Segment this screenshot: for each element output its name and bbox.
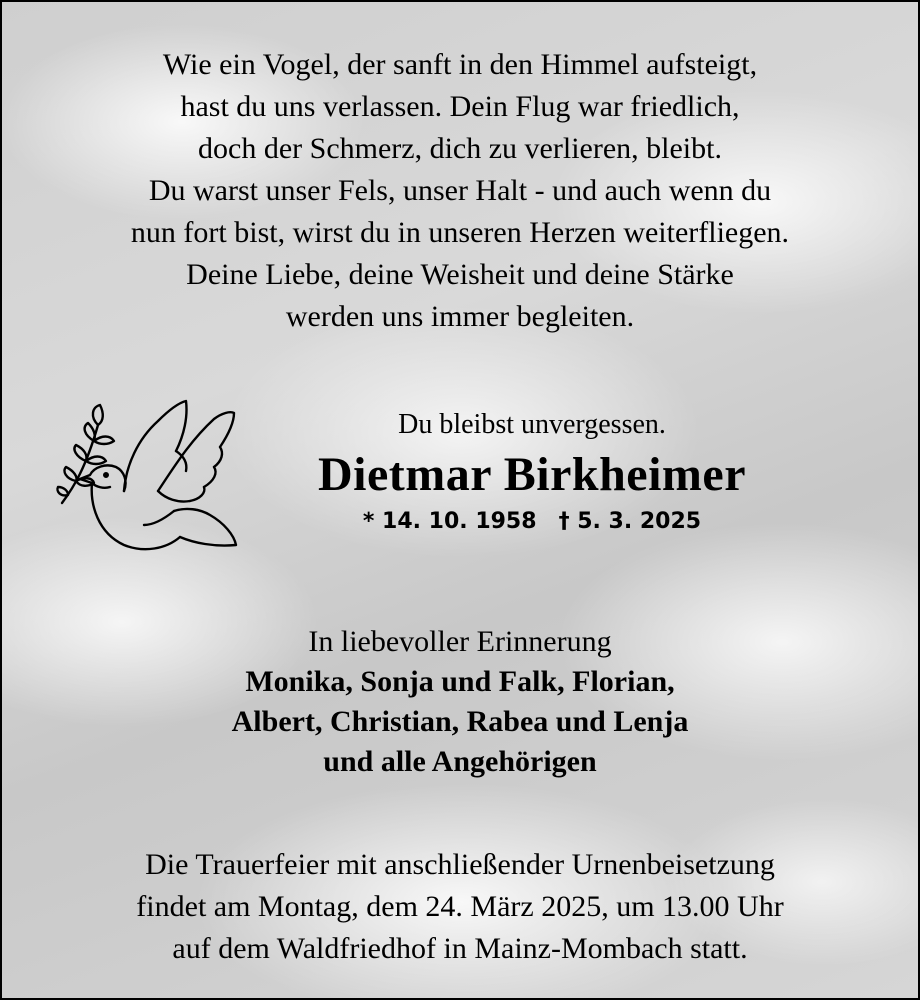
poem-line: Deine Liebe, deine Weisheit und deine Stärke (186, 258, 734, 291)
deceased-name: Dietmar Birkheimer (318, 448, 746, 501)
family-block (2, 622, 918, 782)
poem-line: doch der Schmerz, dich zu verlieren, bleibt. (198, 132, 722, 165)
deceased-header (262, 407, 802, 537)
poem-line: nun fort bist, wirst du in unseren Herzen weiterfliegen. (130, 216, 790, 249)
family-intro: In liebevoller Erinnerung (308, 625, 612, 658)
poem (2, 44, 918, 338)
family-line: Albert, Christian, Rabea und Lenja (231, 705, 689, 738)
family-line: Monika, Sonja und Falk, Florian, (245, 665, 675, 698)
poem-line: Wie ein Vogel, der sanft in den Himmel aufsteigt, (162, 48, 758, 81)
service-line: findet am Montag, dem 24. März 2025, um 13.00 Uhr (136, 890, 784, 923)
service-info (2, 844, 918, 970)
life-dates (262, 507, 802, 537)
poem-line: Du warst unser Fels, unser Halt - und auch wenn du (148, 174, 772, 207)
service-line: auf dem Waldfriedhof in Mainz-Mombach statt. (172, 932, 748, 965)
death-date: † 5. 3. 2025 (558, 509, 702, 534)
poem-line: werden uns immer begleiten. (285, 300, 635, 333)
service-line: Die Trauerfeier mit anschließender Urnenbeisetzung (145, 848, 775, 881)
birth-date: * 14. 10. 1958 (362, 509, 537, 534)
family-line: und alle Angehörigen (323, 745, 597, 778)
family-names (2, 662, 918, 782)
poem-line: hast du uns verlassen. Dein Flug war friedlich, (180, 90, 740, 123)
dove-with-olive-branch-icon (54, 395, 244, 557)
subtitle: Du bleibst unvergessen. (398, 409, 666, 440)
